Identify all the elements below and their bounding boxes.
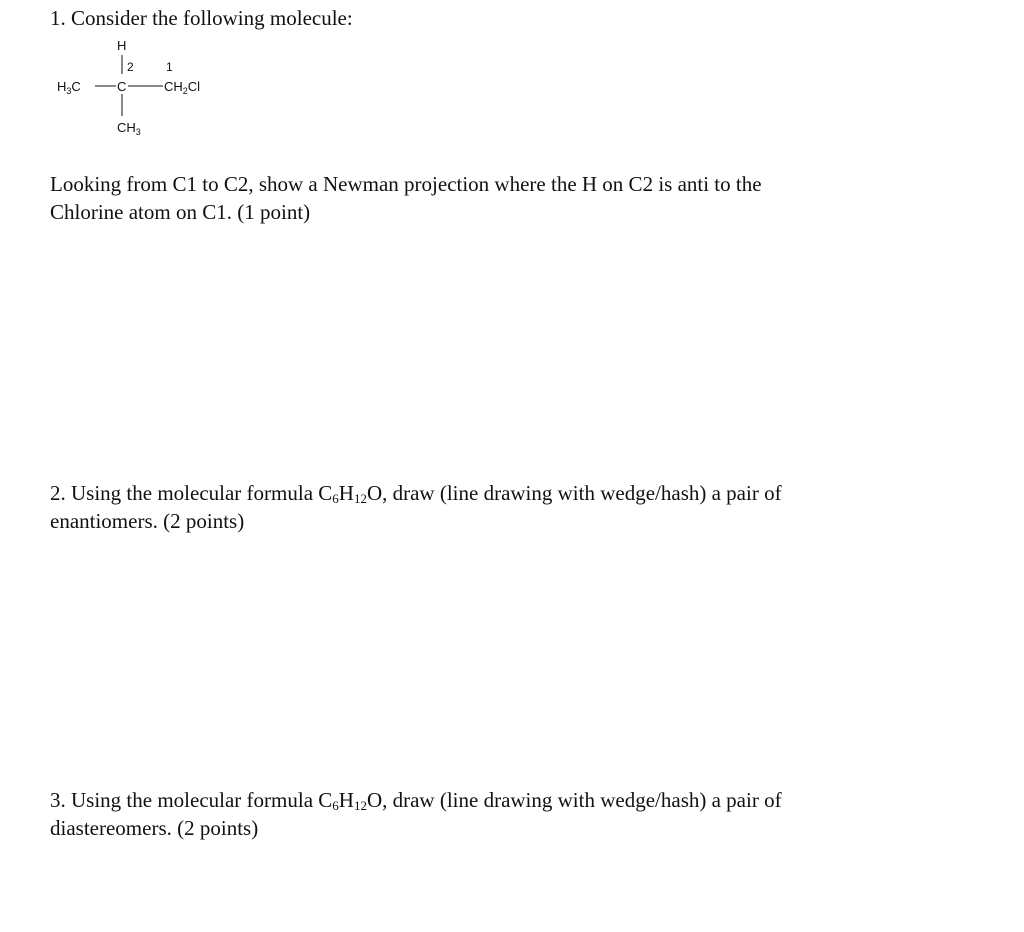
question-3 [50,786,950,842]
subscript-12: 12 [353,491,367,506]
molecule-structure [55,34,235,144]
group-left: $H_3C$ [57,79,81,96]
question-2-line2: enantiomers. (2 points) [50,509,245,533]
question-1-prompt-line2: Chlorine atom on C1. (1 point) [50,200,311,224]
label-c2: 2 [127,60,134,74]
question-3-text: 3. Using the molecular formula C [50,788,333,812]
formula-h: H [338,788,354,812]
subscript-6: 6 [332,798,339,813]
question-1-title: 1. Consider the following molecule: [50,6,353,30]
label-c1: 1 [166,60,173,74]
question-1-prompt-line1: Looking from C1 to C2, show a Newman projection where the H on C2 is anti to the [50,172,762,196]
atom-c2: C [117,79,127,94]
question-2-text-end: O, draw (line drawing with wedge/hash) a pair of [366,481,782,505]
subscript-12: 12 [353,798,367,813]
question-2 [50,479,950,535]
group-bottom: $CH_3$ [117,120,141,137]
formula-h: H [338,481,354,505]
group-right: $CH_2Cl$ [164,79,201,96]
question-1-prompt [50,170,950,226]
atom-h-top: H [117,38,127,53]
question-2-text: 2. Using the molecular formula C [50,481,333,505]
question-3-text-end: O, draw (line drawing with wedge/hash) a pair of [366,788,782,812]
subscript-6: 6 [332,491,339,506]
question-3-line2: diastereomers. (2 points) [50,816,259,840]
